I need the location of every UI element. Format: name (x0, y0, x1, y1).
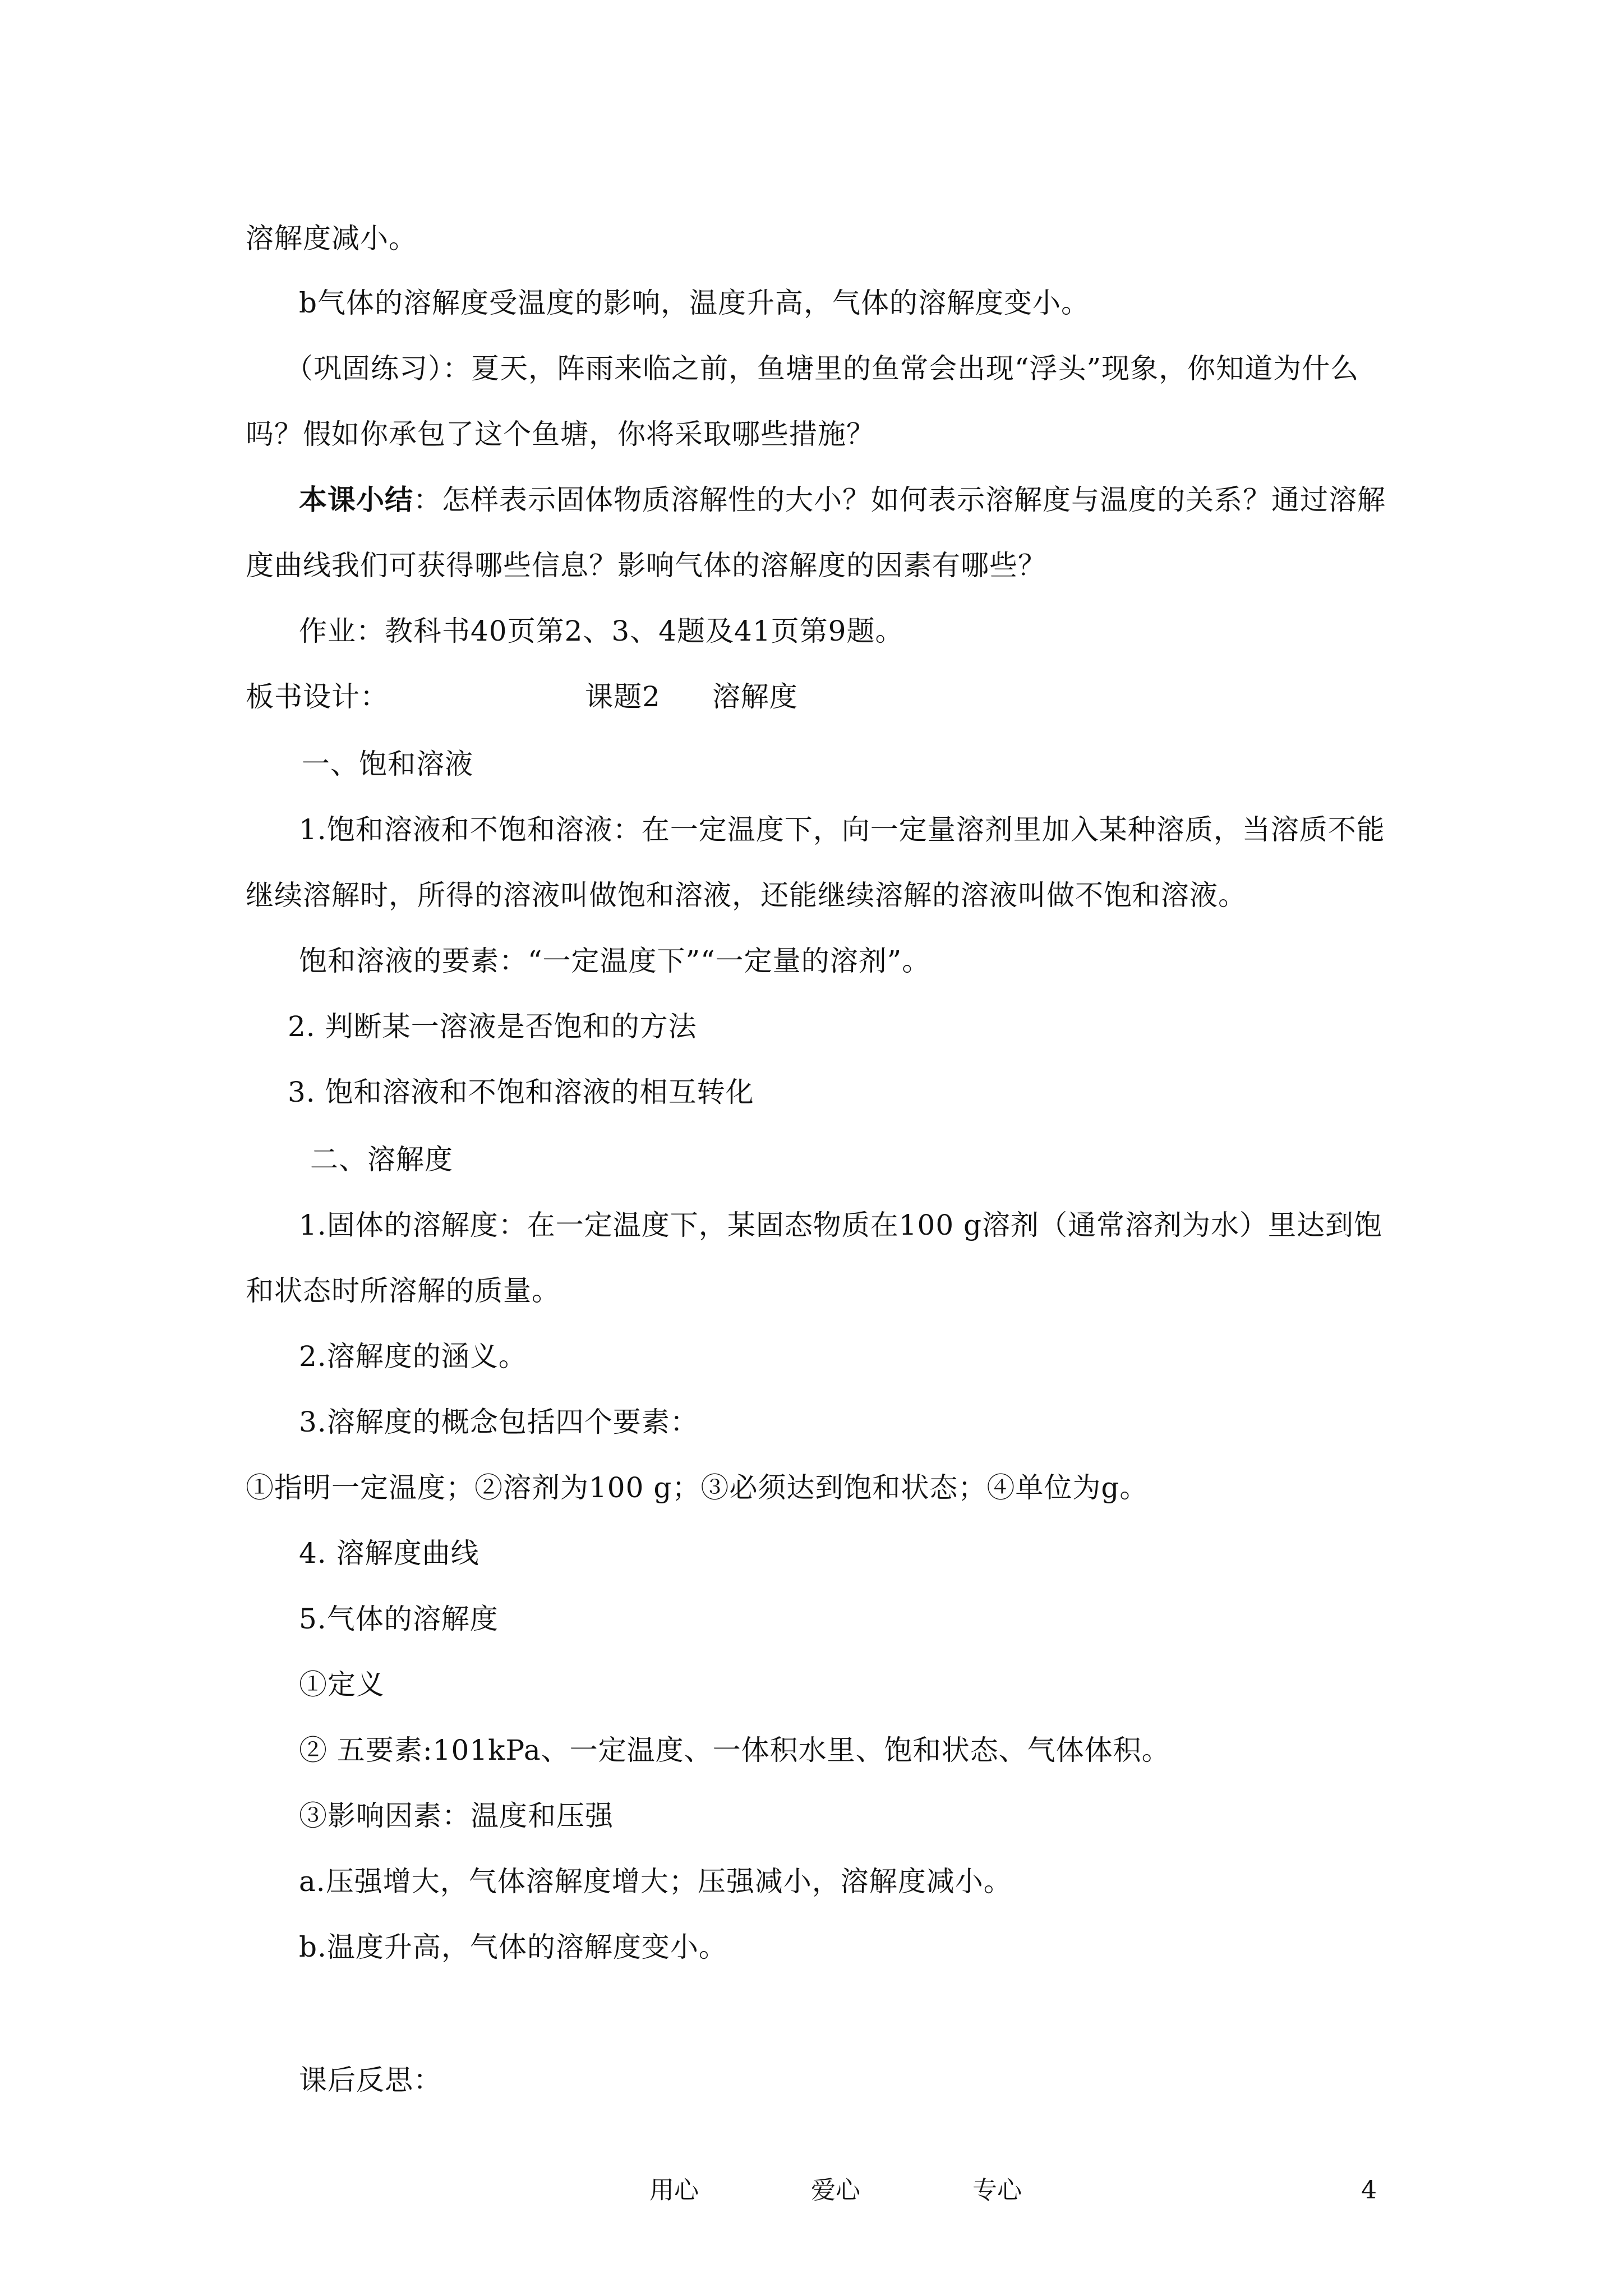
text-line: b.温度升高，气体的溶解度变小。 (299, 1931, 727, 1963)
text-line: 吗？假如你承包了这个鱼塘，你将采取哪些措施？ (246, 418, 875, 450)
reflection-label: 课后反思： (299, 2064, 442, 2096)
text-line: 5.气体的溶解度 (299, 1603, 499, 1635)
text-line: 3.溶解度的概念包括四个要素： (299, 1406, 699, 1438)
board-title: 溶解度 (712, 680, 798, 713)
text-line: 2. 判断某一溶液是否饱和的方法 (288, 1010, 697, 1043)
homework: 作业：教科书40页第2、3、4题及41页第9题。 (299, 615, 904, 647)
text-line: 4. 溶解度曲线 (299, 1537, 479, 1570)
text-line: ①指明一定温度；②溶剂为100 g；③必须达到饱和状态；④单位为g。 (246, 1471, 1149, 1504)
text-line: 和状态时所溶解的质量。 (246, 1274, 560, 1307)
footer-motto-item: 专心 (972, 2176, 1022, 2205)
board-topic-number: 课题2 (585, 680, 661, 713)
board-topic (585, 680, 798, 714)
section-heading: 二、溶解度 (310, 1143, 453, 1176)
text-line: 1.饱和溶液和不饱和溶液：在一定温度下，向一定量溶剂里加入某种溶质，当溶质不能 (299, 813, 1385, 846)
text-line: 饱和溶液的要素：“一定温度下”“一定量的溶剂”。 (299, 945, 931, 977)
text-line: b气体的溶解度受温度的影响，温度升高，气体的溶解度变小。 (299, 287, 1090, 319)
text-line: a.压强增大，气体溶解度增大；压强减小，溶解度减小。 (299, 1865, 1012, 1898)
text-line: 2.溶解度的涵义。 (299, 1340, 527, 1373)
text-line: 1.固体的溶解度：在一定温度下，某固态物质在100 g溶剂（通常溶剂为水）里达到饱 (299, 1209, 1383, 1241)
footer-motto (649, 2177, 1022, 2205)
text-line: （巩固练习）：夏天，阵雨来临之前，鱼塘里的鱼常会出现“浮头”现象，你知道为什么 (285, 352, 1359, 385)
board-design-label: 板书设计： (246, 680, 389, 713)
footer-motto-item: 用心 (649, 2176, 699, 2205)
summary-text: ：怎样表示固体物质溶解性的大小？如何表示溶解度与温度的关系？通过溶解 (413, 484, 1386, 516)
text-line: 溶解度减小。 (246, 222, 417, 255)
summary-label: 本课小结 (299, 483, 413, 516)
text-line: ③影响因素：温度和压强 (299, 1800, 614, 1832)
footer-motto-item: 爱心 (811, 2176, 860, 2205)
text-line: ①定义 (299, 1668, 385, 1701)
lesson-summary (299, 483, 1386, 517)
text-line: 度曲线我们可获得哪些信息？影响气体的溶解度的因素有哪些？ (246, 549, 1046, 582)
text-line: 继续溶解时，所得的溶液叫做饱和溶液，还能继续溶解的溶液叫做不饱和溶液。 (246, 879, 1247, 912)
section-heading: 一、饱和溶液 (302, 748, 473, 780)
page-number: 4 (1361, 2176, 1377, 2205)
text-line: ② 五要素:101kPa、一定温度、一体积水里、饱和状态、气体体积。 (299, 1734, 1170, 1766)
text-line: 3. 饱和溶液和不饱和溶液的相互转化 (288, 1076, 754, 1108)
